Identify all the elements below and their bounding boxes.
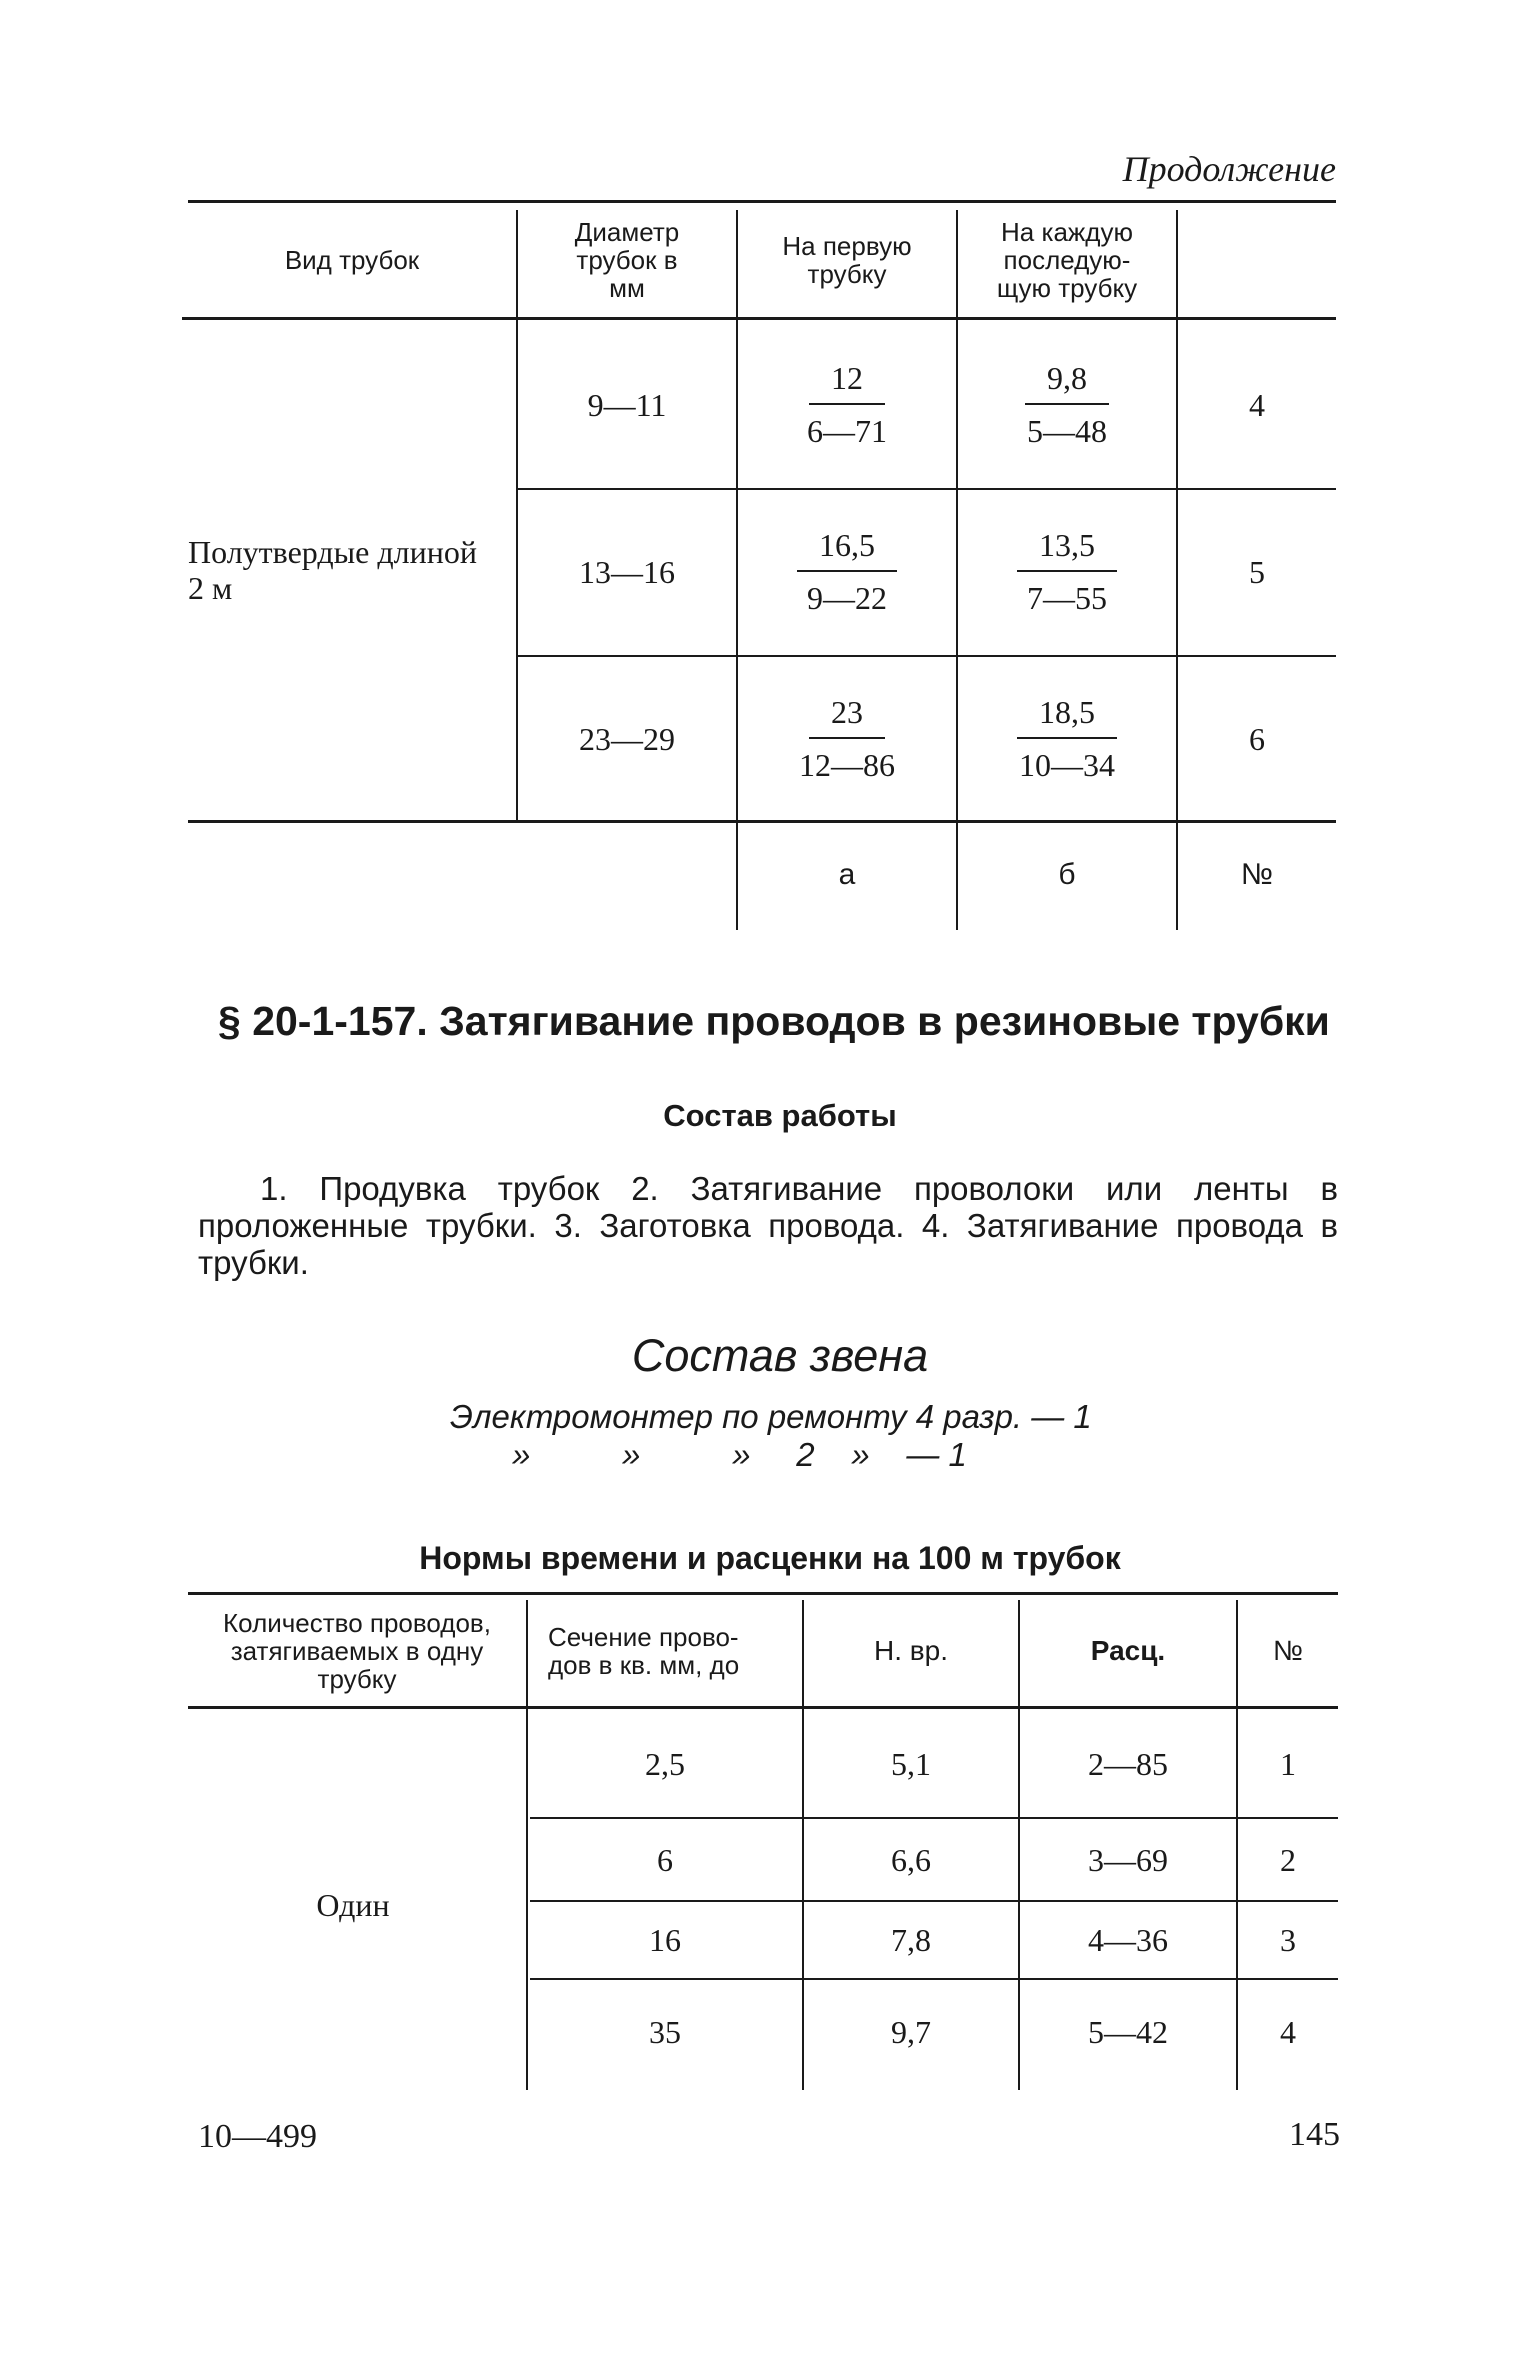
page-number: 145 — [1289, 2116, 1340, 2153]
table2-header-section: Сечение прово- дов в кв. мм, до — [548, 1622, 740, 1680]
table1-row2-next — [958, 492, 1176, 652]
fraction-numerator: 9,8 — [1025, 360, 1109, 405]
table2-row1-section: 2,5 — [645, 1745, 685, 1782]
table1-row2-no: 5 — [1249, 553, 1265, 590]
fraction-denominator: 12—86 — [799, 747, 895, 783]
table2-header-time: Н. вр. — [873, 1635, 948, 1666]
fraction-numerator: 13,5 — [1017, 527, 1117, 572]
table1-footer-b: б — [1058, 858, 1076, 891]
fraction-denominator: 5—48 — [1027, 413, 1107, 449]
fraction-denominator: 6—71 — [807, 413, 887, 449]
crew-line-1: Электромонтер по ремонту 4 разр. — 1 — [450, 1398, 1092, 1435]
table2-header-rate: Расц. — [1090, 1635, 1166, 1666]
table1-header-type: Вид трубок — [284, 245, 420, 275]
table2-row1-time: 5,1 — [891, 1745, 931, 1782]
table1-bottom-rule — [188, 820, 1336, 823]
table2-row2-no: 2 — [1280, 1841, 1296, 1878]
table2-row4-no: 4 — [1280, 2013, 1296, 2050]
table2-count-label: Один — [316, 1886, 390, 1923]
fraction-numerator: 12 — [809, 360, 885, 405]
table1-header-next: На каждую последую- щую трубку — [996, 217, 1138, 303]
table2-header-rule — [188, 1706, 1338, 1709]
table1-row1-no: 4 — [1249, 386, 1265, 423]
table2-header-count: Количество проводов, затягиваемых в одну трубку — [223, 1608, 491, 1694]
table1-row3-first — [738, 659, 956, 819]
work-heading: Состав работы — [663, 1098, 897, 1133]
footer-signature: 10—499 — [198, 2118, 317, 2155]
table2-row3-no: 3 — [1280, 1921, 1296, 1958]
table1-header-diameter: Диаметр трубок в мм — [574, 217, 680, 303]
table2-row3-time: 7,8 — [891, 1921, 931, 1958]
table1-row3-next — [958, 659, 1176, 819]
table1-row3-no: 6 — [1249, 720, 1265, 757]
section-title: § 20-1-157. Затягивание проводов в резиновые трубки — [218, 998, 1330, 1044]
table2-row-rule-1 — [530, 1817, 1338, 1819]
norms-heading: Нормы времени и расценки на 100 м трубок — [419, 1540, 1121, 1576]
table1-row1-first — [738, 325, 956, 485]
table1-footer-a: а — [838, 858, 856, 891]
table1-row1-next — [958, 325, 1176, 485]
table2-row3-section: 16 — [649, 1921, 681, 1958]
fraction-numerator: 18,5 — [1017, 694, 1117, 739]
fraction-denominator: 7—55 — [1027, 580, 1107, 616]
table2-row2-section: 6 — [657, 1841, 673, 1878]
table1-row1-diameter: 9—11 — [587, 386, 667, 423]
crew-heading: Состав звена — [631, 1330, 929, 1381]
table2-top-rule — [188, 1592, 1338, 1595]
table1-header-rule — [182, 317, 1336, 320]
table2-row1-no: 1 — [1280, 1745, 1296, 1782]
table2-row3-rate: 4—36 — [1088, 1921, 1168, 1958]
table2-row2-rate: 3—69 — [1088, 1841, 1168, 1878]
fraction-numerator: 23 — [809, 694, 885, 739]
table1-top-rule — [188, 200, 1336, 203]
table1-row2-diameter: 13—16 — [579, 553, 675, 590]
table1-footer-no: № — [1240, 858, 1274, 891]
table1-row-rule-1 — [518, 488, 1336, 490]
fraction-denominator: 9—22 — [807, 580, 887, 616]
table2-header-no: № — [1272, 1635, 1304, 1666]
table1-row3-diameter: 23—29 — [579, 720, 675, 757]
table2-row4-time: 9,7 — [891, 2013, 931, 2050]
fraction-denominator: 10—34 — [1019, 747, 1115, 783]
table1-tube-type: Полутвердые длиной 2 м — [188, 534, 477, 606]
table1-header-first: На первую трубку — [782, 231, 912, 289]
work-text: 1. Продувка трубок 2. Затягивание проволоки или ленты в проложенные трубки. 3. Заготовка провода. 4. Затягивание провода в трубки. — [198, 1170, 1338, 1281]
table2-row4-rate: 5—42 — [1088, 2013, 1168, 2050]
table1-row2-first — [738, 492, 956, 652]
fraction-numerator: 16,5 — [797, 527, 897, 572]
table1-row-rule-2 — [518, 655, 1336, 657]
table2-row4-section: 35 — [649, 2013, 681, 2050]
crew-line-2: » » » 2 » — 1 — [512, 1436, 967, 1473]
table2-row1-rate: 2—85 — [1088, 1745, 1168, 1782]
continuation-label: Продолжение — [1122, 149, 1336, 189]
table2-row2-time: 6,6 — [891, 1841, 931, 1878]
table2-row-rule-3 — [530, 1978, 1338, 1980]
